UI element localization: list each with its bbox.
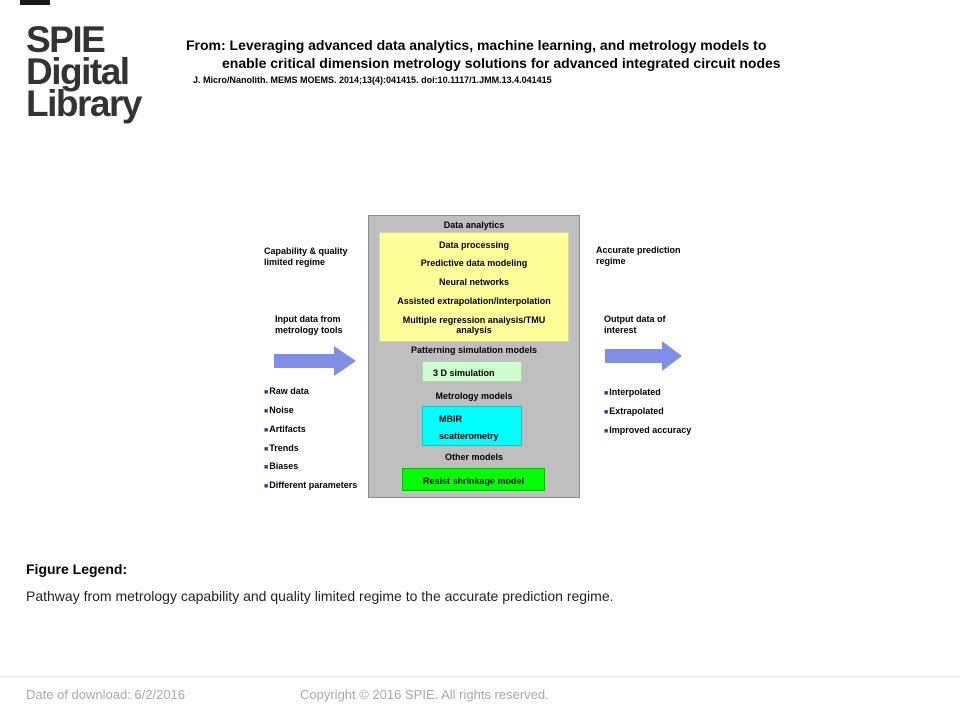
data-analytics-title: Data analytics [443, 220, 505, 230]
left-bullet-text: Artifacts [269, 424, 306, 434]
right-output-line-2: interest [604, 325, 637, 335]
analytics-item: Predictive data modeling [420, 258, 528, 268]
left-title-line-1: Capability & quality [264, 246, 348, 256]
other-models-title: Other models [444, 452, 503, 462]
analytics-item: Data processing [438, 240, 510, 250]
resist-box: Resist shrinkage model [402, 468, 545, 491]
right-bullet-text: Interpolated [609, 387, 661, 397]
left-input-line-2: metrology tools [275, 325, 343, 335]
pathway-diagram [260, 215, 700, 500]
left-bullet [264, 461, 298, 471]
left-bullet-text: Biases [269, 461, 299, 471]
left-bullet-text: Noise [269, 405, 294, 415]
article-title-line-2: enable critical dimension metrology solutions for advanced integrated circuit nodes [222, 55, 781, 71]
left-title-line-2: limited regime [264, 257, 326, 267]
bullet-icon: ■ [264, 427, 269, 434]
footer-divider [0, 676, 960, 677]
figure-legend-title: Figure Legend: [26, 561, 128, 577]
download-date: Date of download: 6/2/2016 [26, 687, 186, 702]
top-bar [20, 0, 50, 5]
right-title [596, 245, 681, 267]
bullet-icon: ■ [264, 464, 269, 471]
citation[interactable]: J. Micro/Nanolith. MEMS MOEMS. 2014;13(4):041415. doi:10.1117/1.JMM.13.4.041415 [193, 75, 552, 85]
bullet-icon: ■ [264, 408, 269, 415]
logo-line-1: SPIE [26, 19, 105, 60]
bullet-icon: ■ [604, 390, 609, 397]
scatterometry-label: scatterometry [439, 431, 499, 441]
left-title [264, 246, 348, 268]
input-arrow-shape [274, 346, 356, 376]
right-bullet [604, 425, 691, 435]
bullet-icon: ■ [264, 389, 269, 396]
right-title-line-1: Accurate prediction [596, 245, 681, 255]
right-bullet [604, 387, 661, 397]
left-input-line-1: Input data from [275, 314, 341, 324]
right-output-label [604, 314, 666, 336]
article-title-line-1: From: Leveraging advanced data analytics, machine learning, and metrology models to [186, 37, 767, 53]
bullet-icon: ■ [264, 446, 269, 453]
left-bullet-text: Raw data [269, 386, 309, 396]
bullet-icon: ■ [604, 409, 609, 416]
output-arrow-shape [605, 341, 682, 371]
left-bullet [264, 386, 309, 396]
right-bullet [604, 406, 664, 416]
metrology-title: Metrology models [435, 391, 513, 401]
logo-line-2: Digital [26, 51, 129, 92]
right-bullet-text: Extrapolated [609, 406, 664, 416]
left-bullet-text: Different parameters [269, 480, 358, 490]
output-arrow-icon [605, 341, 685, 371]
metrology-box [422, 406, 522, 446]
right-output-line-1: Output data of [604, 314, 666, 324]
right-bullet-text: Improved accuracy [609, 425, 692, 435]
left-bullet [264, 424, 306, 434]
figure-legend-text: Pathway from metrology capability and quality limited regime to the accurate prediction regime. [26, 588, 614, 604]
bullet-icon: ■ [264, 483, 269, 490]
right-title-line-2: regime [596, 256, 626, 266]
input-arrow-icon [274, 346, 358, 376]
analytics-item: Neural networks [438, 277, 510, 287]
analytics-item: analysis [456, 325, 492, 335]
left-input-label [275, 314, 343, 336]
copyright-notice: Copyright © 2016 SPIE. All rights reserved. [300, 687, 549, 702]
mbir-label: MBIR [439, 414, 462, 424]
data-analytics-box [379, 232, 569, 342]
simulation-box: 3 D simulation [422, 361, 522, 382]
analytics-item: Multiple regression analysis/TMU [402, 315, 546, 325]
analytics-item: Assisted extrapolation/Interpolation [397, 296, 551, 306]
left-bullet [264, 405, 294, 415]
left-bullet [264, 443, 299, 453]
left-bullet-text: Trends [269, 443, 299, 453]
bullet-icon: ■ [604, 428, 609, 435]
logo-line-3: Library [26, 83, 141, 124]
spie-digital-library-logo[interactable] [26, 19, 156, 124]
left-bullet [264, 480, 357, 490]
patterning-title: Patterning simulation models [410, 345, 538, 355]
